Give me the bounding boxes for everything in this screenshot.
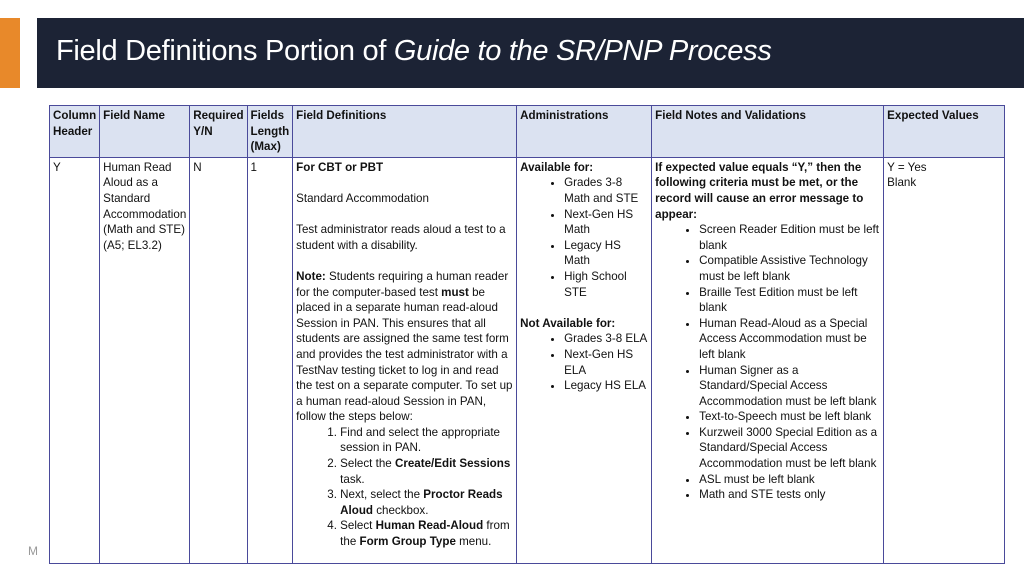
list-item: • Grades 3-8 ELA — [564, 331, 648, 347]
cell-notes — [652, 157, 884, 563]
col-header: Field Definitions — [293, 106, 517, 158]
col-header: Fields Length (Max) — [247, 106, 293, 158]
step: 1. Find and select the appropriate session in PAN. — [340, 425, 513, 456]
col-header: Required Y/N — [190, 106, 247, 158]
list-item: • Legacy HS ELA — [564, 378, 648, 394]
list-item: • Human Signer as a Standard/Special Access Accommodation must be left blank — [699, 363, 880, 410]
step: 3. Next, select the Proctor Reads Aloud checkbox. — [340, 487, 513, 518]
list-item: • Text-to-Speech must be left blank — [699, 409, 880, 425]
def-heading: For CBT or PBT — [296, 160, 384, 174]
col-header: Field Name — [100, 106, 190, 158]
list-item: • Screen Reader Edition must be left blank — [699, 222, 880, 253]
available-label: Available for: — [520, 160, 594, 174]
cell-administrations — [517, 157, 652, 563]
cell-expected — [884, 157, 1005, 563]
col-header: Administrations — [517, 106, 652, 158]
def-note: Note: Students requiring a human reader for the computer-based test must be placed in a separate human read-aloud Session in PAN. This ensures that all students are assigned the same test form and provides the test administrator with a TestNav testing ticket to log in and read the test on a separate computer. To set up a human read-aloud Session in PAN, follow the steps below: — [296, 269, 513, 424]
table-row — [50, 157, 1005, 563]
expected-value: Blank — [887, 176, 917, 190]
slide-title — [37, 18, 1024, 88]
expected-value: Y = Yes — [887, 160, 927, 174]
cell-definitions — [293, 157, 517, 563]
accent-bar — [0, 18, 20, 88]
list-item: • Grades 3-8 Math and STE — [564, 175, 648, 206]
col-header: Field Notes and Validations — [652, 106, 884, 158]
col-header: Column Header — [50, 106, 100, 158]
list-item: • Legacy HS Math — [564, 238, 648, 269]
title-text: Field Definitions Portion of — [56, 35, 394, 67]
col-header: Expected Values — [884, 106, 1005, 158]
step: 4. Select Human Read-Aloud from the Form Group Type menu. — [340, 518, 513, 549]
def-desc: Test administrator reads aloud a test to a student with a disability. — [296, 223, 506, 252]
header-row — [50, 106, 1005, 158]
cell-length: 1 — [247, 157, 293, 563]
step: 2. Select the Create/Edit Sessions task. — [340, 456, 513, 487]
field-definitions-table — [49, 105, 1005, 564]
list-item: • Next-Gen HS Math — [564, 207, 648, 238]
list-item: • ASL must be left blank — [699, 472, 880, 488]
list-item: • Compatible Assistive Technology must be left blank — [699, 253, 880, 284]
def-type: Standard Accommodation — [296, 191, 429, 205]
cell-field-name: Human Read Aloud as a Standard Accommodation (Math and STE) (A5; EL3.2) — [100, 157, 190, 563]
list-item: • Human Read-Aloud as a Special Access Accommodation must be left blank — [699, 316, 880, 363]
cell-column-header: Y — [50, 157, 100, 563]
not-available-label: Not Available for: — [520, 316, 616, 330]
list-item: • High School STE — [564, 269, 648, 300]
title-italic: Guide to the SR/PNP Process — [393, 35, 772, 67]
notes-intro: If expected value equals “Y,” then the following criteria must be met, or the record will cause an error message to appear: — [655, 160, 864, 221]
cell-required: N — [190, 157, 247, 563]
list-item: • Math and STE tests only — [699, 487, 880, 503]
steps-list — [296, 425, 513, 550]
list-item: • Braille Test Edition must be left blank — [699, 285, 880, 316]
list-item: • Kurzweil 3000 Special Edition as a Standard/Special Access Accommodation must be left blank — [699, 425, 880, 472]
list-item: • Next-Gen HS ELA — [564, 347, 648, 378]
footer-mark: M — [28, 544, 38, 558]
